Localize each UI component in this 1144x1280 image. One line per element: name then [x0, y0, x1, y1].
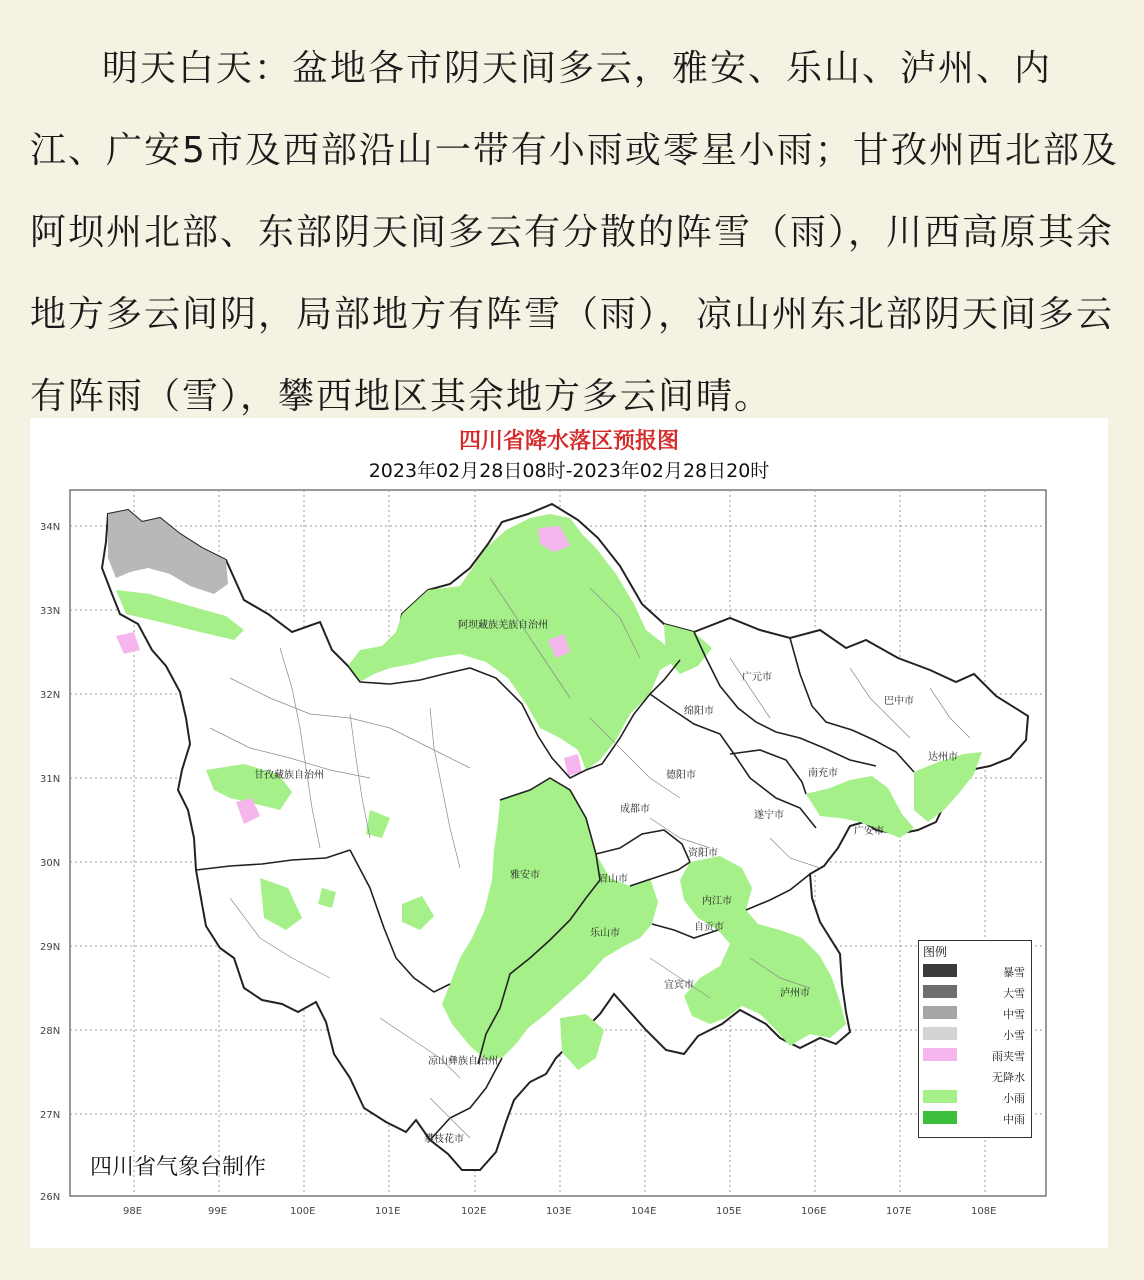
city-label-panzhihua: 攀枝花市 [424, 1134, 464, 1145]
forecast-text: 明天白天：盆地各市阴天间多云，雅安、乐山、泸州、内江、广安5市及西部沿山一带有小雨或零星小雨；甘孜州西北部及阿坝州北部、东部阴天间多云有分散的阵雪（雨），川西高原其余地方多云间阴，局部地方有阵雪（雨），凉山州东北部阴天间多云有阵雨（雪），攀西地区其余地方多云间晴。 [30, 48, 1119, 417]
lat-label: 30N [40, 858, 61, 869]
region-label-liangshan: 凉山彝族自治州 [428, 1056, 498, 1067]
legend-item-sleet [923, 1045, 1029, 1063]
city-label-guangyuan: 广元市 [742, 672, 772, 683]
city-label-dazhou: 达州市 [928, 752, 958, 763]
legend-item-light-rain [923, 1087, 1029, 1105]
city-label-yibin: 宜宾市 [664, 980, 694, 991]
lon-label: 108E [971, 1206, 997, 1217]
lon-label: 106E [801, 1206, 827, 1217]
legend-swatch [923, 1027, 957, 1040]
legend-label: 小雪 [1003, 1029, 1025, 1042]
legend-swatch [923, 1069, 957, 1082]
city-label-zigong: 自贡市 [694, 922, 724, 933]
city-label-ziyang: 资阳市 [688, 848, 718, 859]
lon-label: 102E [461, 1206, 487, 1217]
lat-label: 32N [40, 690, 61, 701]
legend-label: 中雨 [1003, 1113, 1025, 1126]
lat-label: 29N [40, 942, 61, 953]
lon-label: 105E [716, 1206, 742, 1217]
lat-label: 26N [40, 1192, 61, 1203]
map-legend [918, 940, 1032, 1138]
map-subtitle: 2023年02月28日08时-2023年02月28日20时 [368, 460, 770, 482]
map-credit: 四川省气象台制作 [90, 1155, 267, 1180]
legend-label: 无降水 [992, 1071, 1025, 1084]
city-label-guangan: 广安市 [854, 826, 884, 837]
legend-label: 小雨 [1003, 1092, 1025, 1105]
lon-label: 103E [546, 1206, 572, 1217]
region-label-aba: 阿坝藏族羌族自治州 [458, 620, 548, 631]
legend-swatch [923, 1111, 957, 1124]
lon-label: 99E [208, 1206, 228, 1217]
map-title: 四川省降水落区预报图 [458, 429, 679, 454]
legend-swatch [923, 964, 957, 977]
lat-label: 28N [40, 1026, 61, 1037]
precipitation-map-card [30, 418, 1108, 1248]
lon-label: 104E [631, 1206, 657, 1217]
legend-swatch [923, 1090, 957, 1103]
legend-item-moderate-rain [923, 1108, 1029, 1126]
legend-label: 大雪 [1003, 987, 1025, 1000]
lat-label: 31N [40, 774, 61, 785]
city-label-yaan: 雅安市 [510, 870, 540, 881]
lon-label: 107E [886, 1206, 912, 1217]
city-label-luzhou: 泸州市 [780, 988, 810, 999]
city-label-nanchong: 南充市 [808, 768, 838, 779]
legend-item-no-precip [923, 1066, 1029, 1084]
lon-label: 98E [123, 1206, 143, 1217]
legend-swatch [923, 985, 957, 998]
legend-swatch [923, 1006, 957, 1019]
legend-label: 暴雪 [1003, 966, 1025, 979]
city-label-neijiang: 内江市 [702, 896, 732, 907]
region-label-ganzi: 甘孜藏族自治州 [254, 770, 324, 781]
legend-item-light-snow [923, 1024, 1029, 1042]
city-label-meishan: 眉山市 [598, 874, 628, 885]
legend-label: 雨夹雪 [992, 1050, 1025, 1063]
city-label-suining: 遂宁市 [754, 810, 784, 821]
lat-label: 34N [40, 522, 61, 533]
lat-label: 27N [40, 1110, 61, 1121]
lon-label: 100E [290, 1206, 316, 1217]
legend-title: 图例 [923, 945, 948, 959]
lon-label: 101E [375, 1206, 401, 1217]
city-label-deyang: 德阳市 [666, 770, 696, 781]
legend-swatch [923, 1048, 957, 1061]
legend-item-heavy-snow [923, 961, 1029, 979]
legend-label: 中雪 [1003, 1008, 1025, 1021]
city-label-chengdu: 成都市 [620, 804, 650, 815]
city-label-mianyang: 绵阳市 [684, 706, 714, 717]
legend-item-big-snow [923, 982, 1029, 1000]
legend-item-moderate-snow [923, 1003, 1029, 1021]
city-label-bazhong: 巴中市 [884, 696, 914, 707]
lat-label: 33N [40, 606, 61, 617]
city-label-leshan: 乐山市 [590, 928, 620, 939]
